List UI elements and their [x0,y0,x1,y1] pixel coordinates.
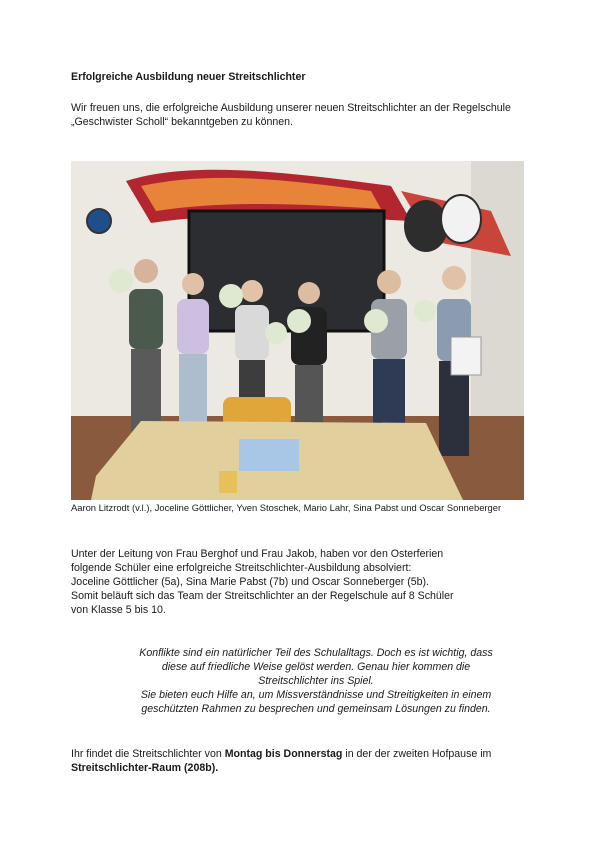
body-line: Joceline Göttlicher (5a), Sina Marie Pabst (7b) und Oscar Sonneberger (5b). [71,576,430,588]
group-photo [71,161,524,500]
quote-line: Sie bieten euch Hilfe an, um Missverständnisse und Streitigkeiten in einem [140,689,492,701]
body-line: von Klasse 5 bis 10. [71,604,166,616]
group-photo-illustration [71,161,524,500]
quote-block [101,646,531,716]
body-line: Unter der Leitung von Frau Berghof und Frau Jakob, haben vor den Osterferien [71,548,444,560]
body-line: folgende Schüler eine erfolgreiche Streitschlichter-Ausbildung absolviert: [71,562,412,574]
footer-days: Montag bis Donnerstag [224,748,343,760]
footer-room: Streitschlichter-Raum (208b). [71,762,219,774]
body-line: Somit beläuft sich das Team der Streitschlichter an der Regelschule auf 8 Schüler [71,590,454,602]
article-title: Erfolgreiche Ausbildung neuer Streitschlichter [71,71,306,83]
footer-text-2: in der der zweiten Hofpause im [342,748,492,760]
quote-line: geschützten Rahmen zu besprechen und gemeinsam Lösungen zu finden. [141,703,491,715]
quote-line: Konflikte sind ein natürlicher Teil des Schulalltags. Doch es ist wichtig, dass [139,647,493,659]
quote-line: Streitschlichter ins Spiel. [258,675,374,687]
intro-paragraph: Wir freuen uns, die erfolgreiche Ausbildung unserer neuen Streitschlichter an der Regelschule „Geschwister Scholl“ bekanntgeben zu können. [71,102,511,128]
quote-line: diese auf friedliche Weise gelöst werden. Genau hier kommen die [161,661,471,673]
footer-text-1: Ihr findet die Streitschlichter von [71,748,225,760]
footer-paragraph [71,747,531,775]
body-paragraph [71,547,531,617]
photo-caption: Aaron Litzrodt (v.l.), Joceline Göttlicher, Yven Stoschek, Mario Lahr, Sina Pabst und Oscar Sonneberger [71,502,502,513]
